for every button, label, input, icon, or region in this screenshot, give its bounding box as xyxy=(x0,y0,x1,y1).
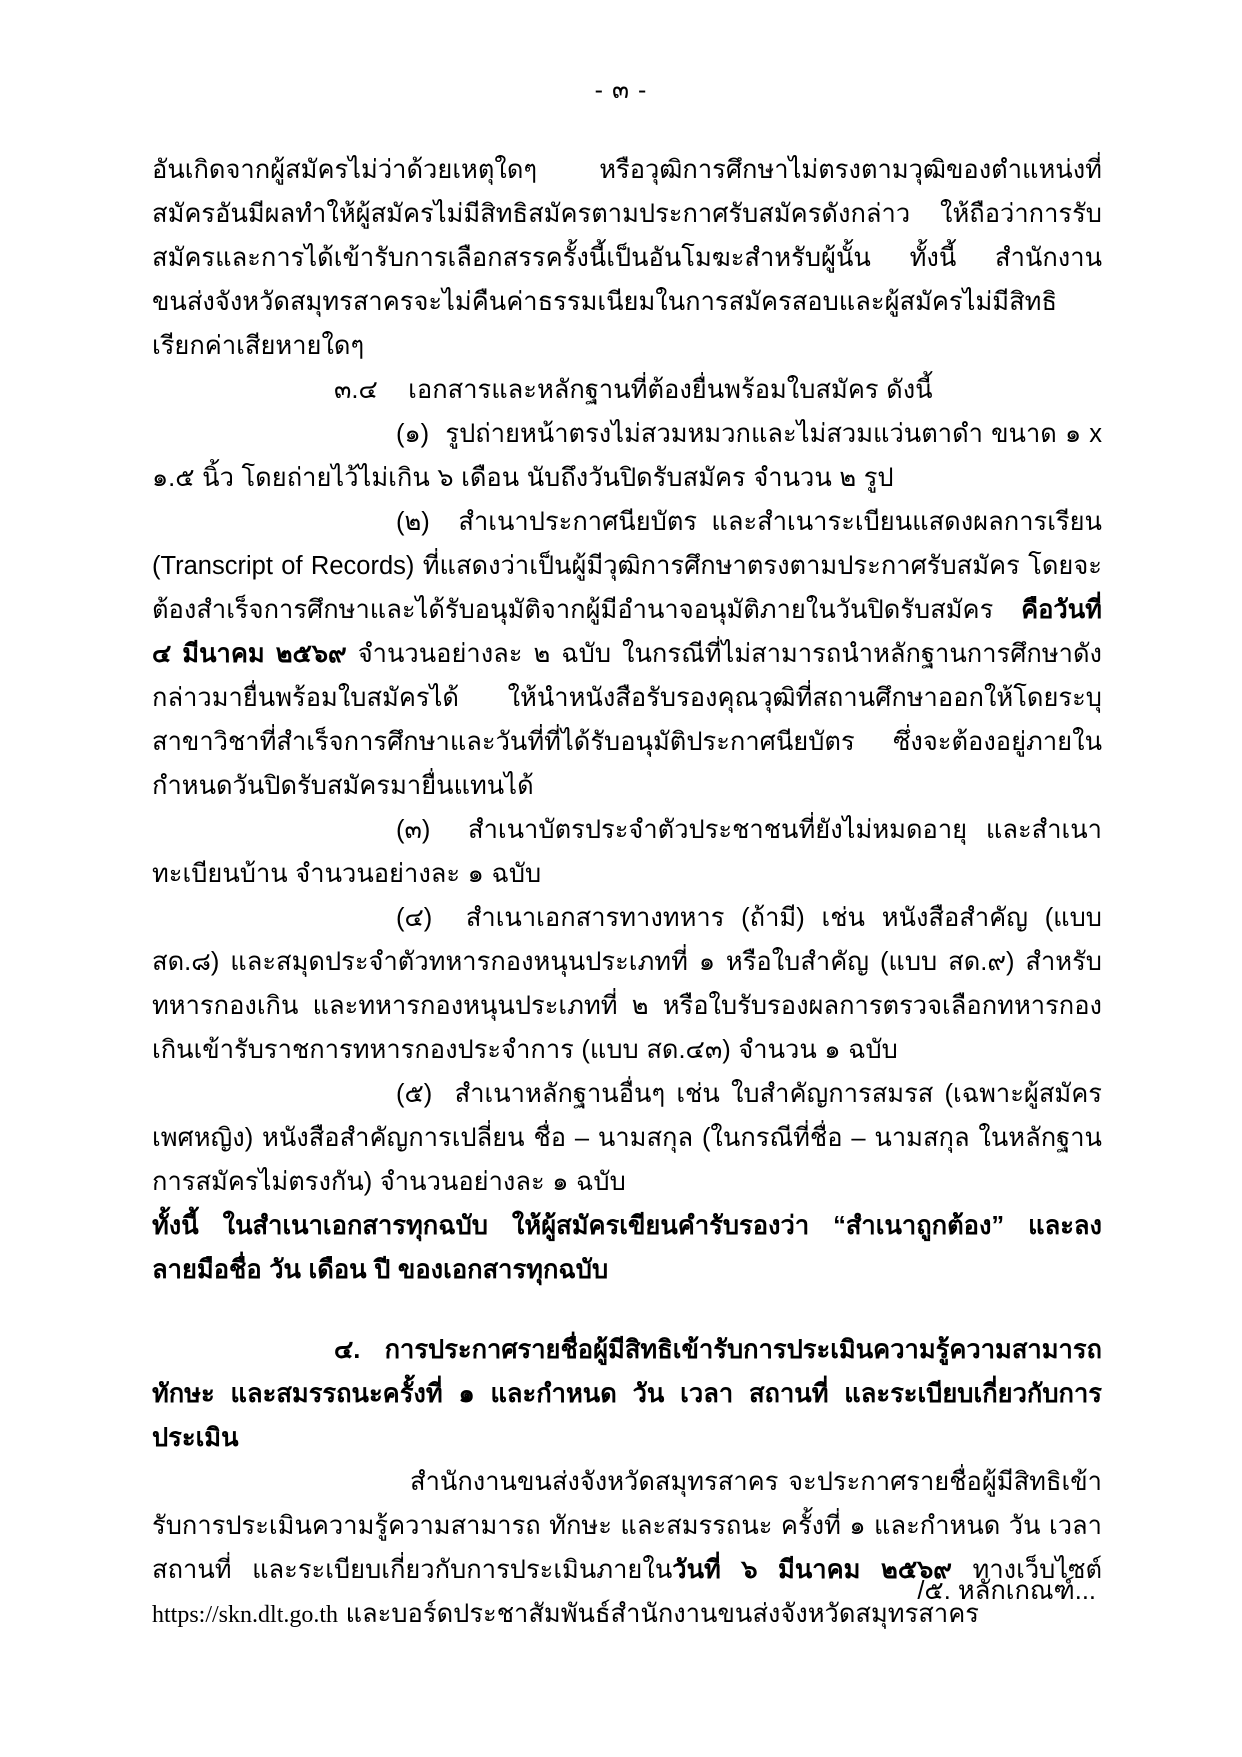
section-4-heading xyxy=(152,1328,1102,1460)
section-4-body-part3: และบอร์ดประชาสัมพันธ์สำนักงานขนส่งจังหวัดสมุทรสาคร xyxy=(338,1600,979,1628)
section-4-title: การประกาศรายชื่อผู้มีสิทธิเข้ารับการประเมินความรู้ความสามารถ ทักษะ และสมรรถนะครั้งที่ ๑ และกำหนด วัน เวลา สถานที่ และระเบียบเกี่ยวกับการประเมิน xyxy=(152,1336,1102,1452)
section-4-number: ๔. xyxy=(334,1336,361,1364)
item-2-text-part2: จำนวนอย่างละ ๒ ฉบับ ในกรณีที่ไม่สามารถนำหลักฐานการศึกษาดังกล่าวมายื่นพร้อมใบสมัครได้ ให้นำหนังสือรับรองคุณวุฒิที่สถานศึกษาออกให้โดยระบุสาขาวิชาที่สำเร็จการศึกษาและวันที่ที่ได้รับอนุมัติประกาศนียบัตร ซึ่งจะต้องอยู่ภายในกำหนดวันปิดรับสมัครมายื่นแทนได้ xyxy=(152,640,1102,800)
item-4-text: สำเนาเอกสารทางทหาร (ถ้ามี) เช่น หนังสือสำคัญ (แบบ สด.๘) และสมุดประจำตัวทหารกองหนุนประเภทที่ ๑ หรือใบสำคัญ (แบบ สด.๙) สำหรับทหารกองเกิน และทหารกองหนุนประเภทที่ ๒ หรือใบรับรองผลการตรวจเลือกทหารกองเกินเข้ารับราชการทหารกองประจำการ (แบบ สด.๔๓) จำนวน ๑ ฉบับ xyxy=(152,904,1102,1064)
section-4-body xyxy=(152,1460,1102,1637)
document-item-4 xyxy=(152,896,1102,1072)
item-3-text: สำเนาบัตรประจำตัวประชาชนที่ยังไม่หมดอายุ และสำเนาทะเบียนบ้าน จำนวนอย่างละ ๑ ฉบับ xyxy=(152,816,1102,888)
item-4-label: (๔) xyxy=(396,904,433,932)
section-3-4-closing-note: ทั้งนี้ ในสำเนาเอกสารทุกฉบับ ให้ผู้สมัครเขียนคำรับรองว่า “สำเนาถูกต้อง” และลงลายมือชื่อ วัน เดือน ปี ของเอกสารทุกฉบับ xyxy=(152,1212,1102,1284)
section-3-4-title: เอกสารและหลักฐานที่ต้องยื่นพร้อมใบสมัคร ดังนี้ xyxy=(408,376,933,404)
item-5-label: (๕) xyxy=(396,1080,433,1108)
footer-continuation-note: /๕. หลักเกณฑ์... xyxy=(917,1577,1096,1605)
item-5-text: สำเนาหลักฐานอื่นๆ เช่น ใบสำคัญการสมรส (เฉพาะผู้สมัครเพศหญิง) หนังสือสำคัญการเปลี่ยน ชื่อ – นามสกุล (ในกรณีที่ชื่อ – นามสกุล ในหลักฐานการสมัครไม่ตรงกัน) จำนวนอย่างละ ๑ ฉบับ xyxy=(152,1080,1102,1196)
item-1-label: (๑) xyxy=(396,420,430,448)
item-2-text-part1: สำเนาประกาศนียบัตร และสำเนาระเบียนแสดงผลการเรียน (Transcript of Records) ที่แสดงว่าเป็นผู้มีวุฒิการศึกษาตรงตามประกาศรับสมัคร โดยจะต้องสำเร็จการศึกษาและได้รับอนุมัติจากผู้มีอำนาจอนุมัติภายในวันปิดรับสมัคร xyxy=(152,508,1102,624)
section-3-4-number: ๓.๔ xyxy=(334,376,378,404)
page-number: - ๓ - xyxy=(594,76,648,104)
section-4-body-part2: ทางเว็บไซต์ xyxy=(952,1556,1103,1584)
announcement-website-url[interactable]: https://skn.dlt.go.th xyxy=(152,1602,339,1628)
item-1-text: รูปถ่ายหน้าตรงไม่สวมหมวกและไม่สวมแว่นตาดำ ขนาด ๑ x ๑.๕ นิ้ว โดยถ่ายไว้ไม่เกิน ๖ เดือน นับถึงวันปิดรับสมัคร จำนวน ๒ รูป xyxy=(152,420,1103,492)
document-item-3 xyxy=(152,808,1102,896)
document-item-5 xyxy=(152,1072,1102,1204)
document-body xyxy=(152,148,1102,1637)
item-2-bold-date: คือวันที่ ๔ มีนาคม ๒๕๖๙ xyxy=(152,596,1102,668)
section-gap xyxy=(152,1292,1102,1328)
section-4-bold-date: วันที่ ๖ มีนาคม ๒๕๖๙ xyxy=(672,1556,952,1584)
document-item-2 xyxy=(152,500,1102,808)
document-item-1 xyxy=(152,412,1102,500)
section-4-body-part1: สำนักงานขนส่งจังหวัดสมุทรสาคร จะประกาศรายชื่อผู้มีสิทธิเข้ารับการประเมินความรู้ความสามารถ ทักษะ และสมรรถนะ ครั้งที่ ๑ และกำหนด วัน เวลา สถานที่ และระเบียบเกี่ยวกับการประเมินภายใน xyxy=(152,1468,1102,1584)
item-2-label: (๒) xyxy=(396,508,430,536)
intro-paragraph: อันเกิดจากผู้สมัครไม่ว่าด้วยเหตุใดๆ หรือวุฒิการศึกษาไม่ตรงตามวุฒิของตำแหน่งที่สมัครอันมีผลทำให้ผู้สมัครไม่มีสิทธิสมัครตามประกาศรับสมัครดังกล่าว ให้ถือว่าการรับสมัครและการได้เข้ารับการเลือกสรรครั้งนี้เป็นอันโมฆะสำหรับผู้นั้น ทั้งนี้ สำนักงานขนส่งจังหวัดสมุทรสาครจะไม่คืนค่าธรรมเนียมในการสมัครสอบและผู้สมัครไม่มีสิทธิเรียกค่าเสียหายใดๆ xyxy=(152,156,1102,360)
section-3-4-heading xyxy=(152,368,1102,412)
item-3-label: (๓) xyxy=(396,816,431,844)
